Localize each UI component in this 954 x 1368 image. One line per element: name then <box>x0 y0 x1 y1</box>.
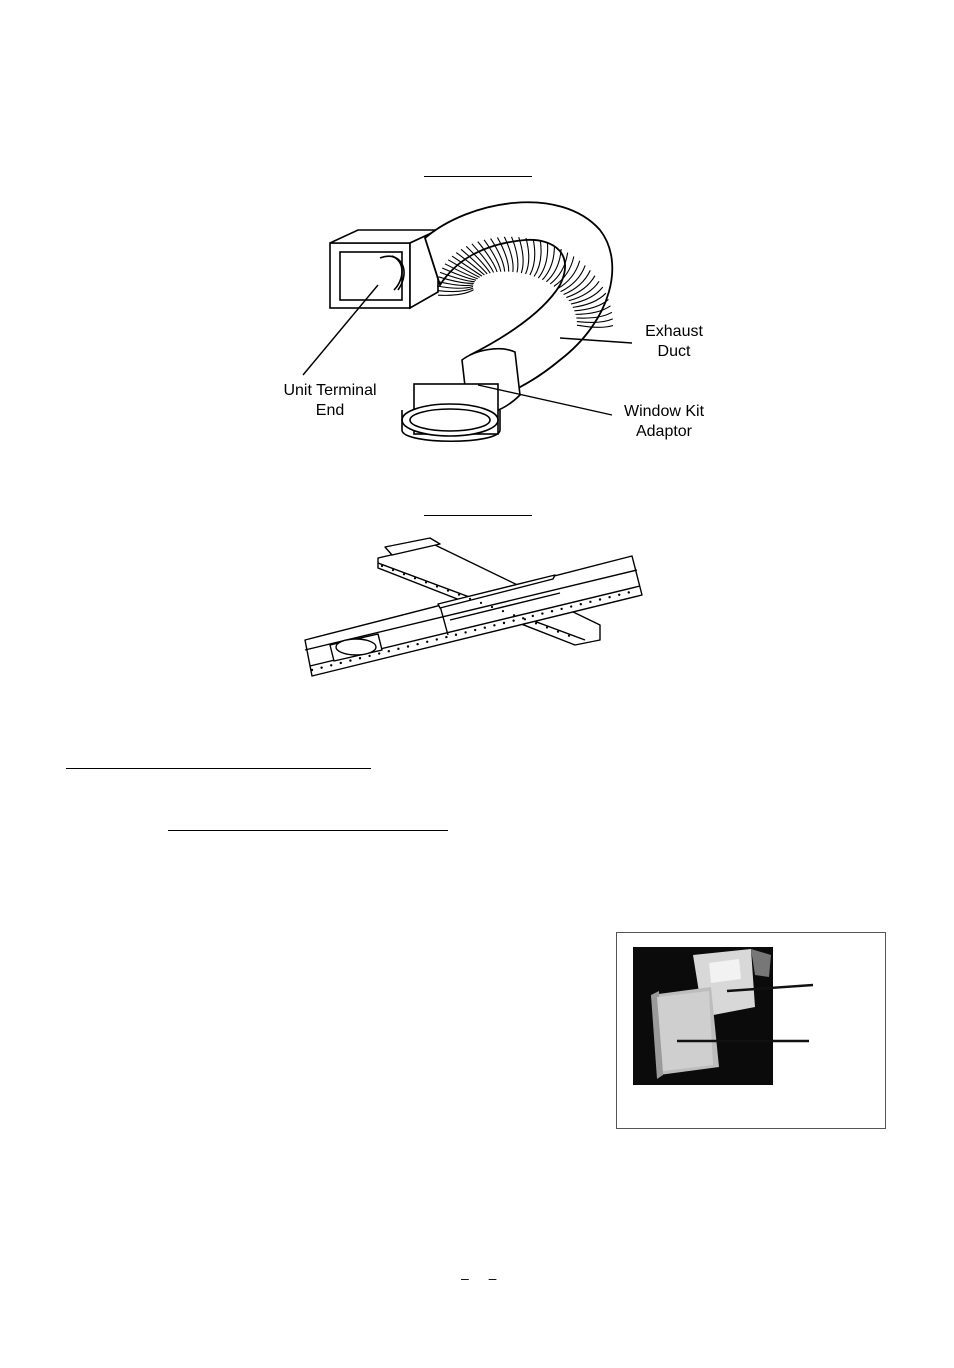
page-number-marks: – – <box>461 1270 505 1286</box>
label-window-kit-adaptor-line1: Window Kit <box>623 403 705 420</box>
label-unit-terminal-end-line2: End <box>315 402 345 419</box>
label-exhaust-duct-line2: Duct <box>657 343 691 360</box>
label-unit-terminal-end-line1: Unit Terminal <box>283 382 377 399</box>
subsection-heading-rule <box>168 830 448 831</box>
section-heading-rule <box>66 768 371 769</box>
label-window-kit-adaptor-line2: Adaptor <box>635 423 693 440</box>
photo-leader-lines <box>617 933 887 1130</box>
label-exhaust-duct-line1: Exhaust <box>645 323 703 340</box>
photo-figure-frame <box>616 932 886 1129</box>
